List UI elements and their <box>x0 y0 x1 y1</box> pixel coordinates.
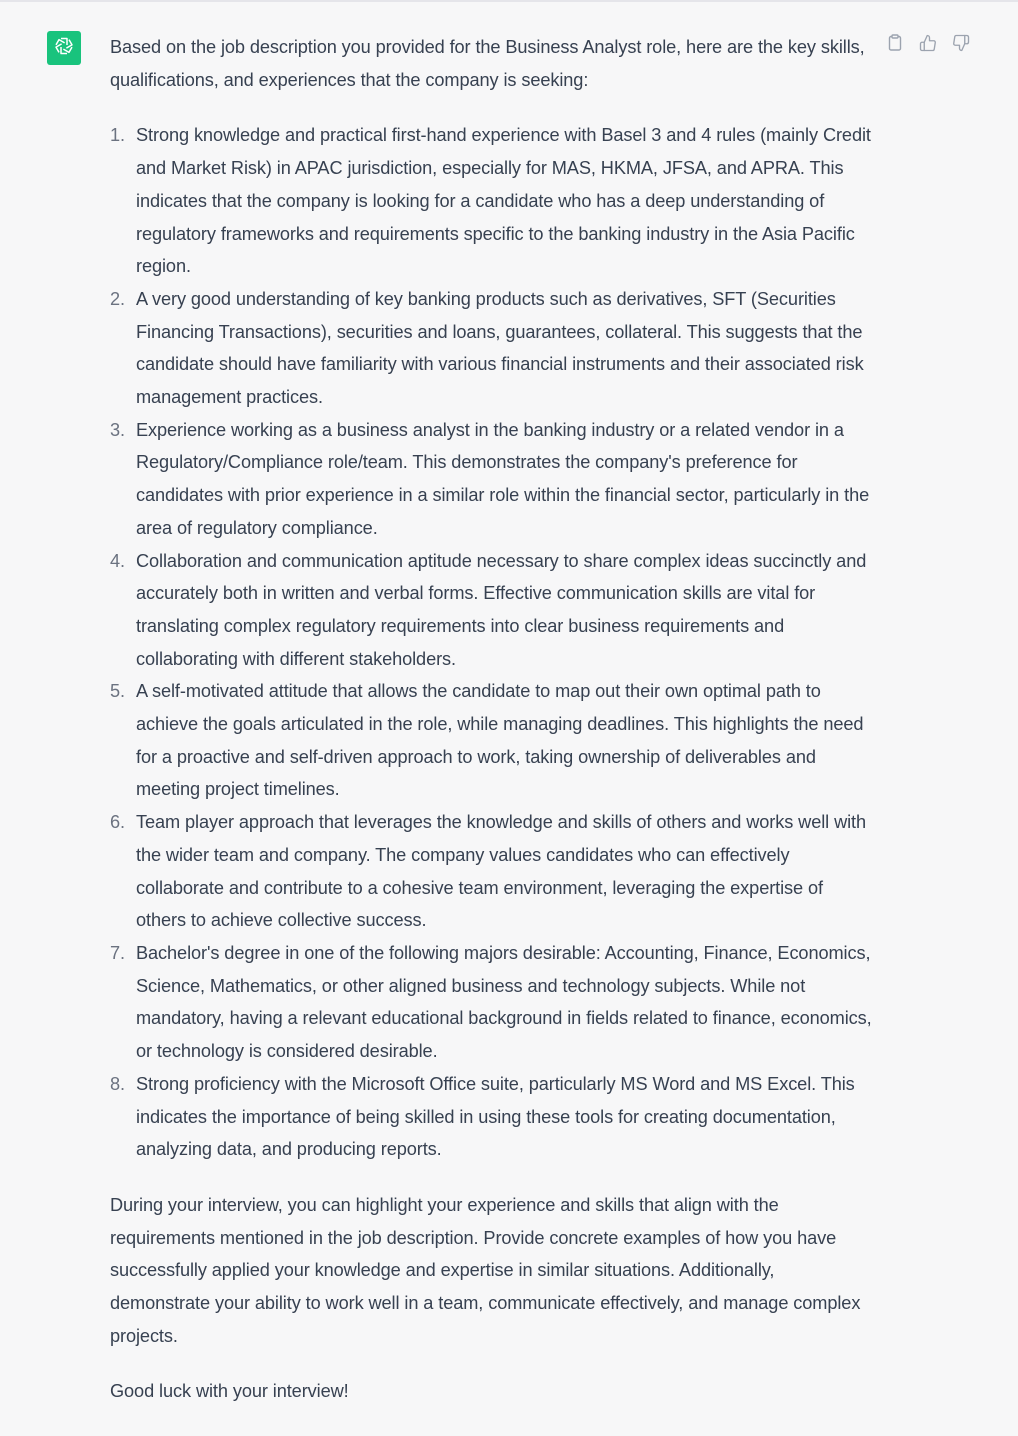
requirements-list <box>110 119 875 1166</box>
thumbs-down-icon <box>952 34 970 57</box>
list-number: 3. <box>110 419 125 440</box>
clipboard-icon <box>887 34 903 56</box>
list-item-text: A self-motivated attitude that allows the candidate to map out their own optimal path to achieve the goals articulated in the role, while managing deadlines. This highlights the need for a proactive and self-driven approach to work, taking ownership of deliverables and meeting project timelines. <box>136 681 864 800</box>
thumbs-up-icon <box>919 34 937 57</box>
list-number: 2. <box>110 288 125 309</box>
list-item <box>110 1068 875 1166</box>
dislike-button[interactable] <box>950 34 972 56</box>
list-item <box>110 937 875 1068</box>
list-item-text: Team player approach that leverages the knowledge and skills of others and works well with the wider team and company. The company values candidates who can effectively collaborate and contribute to a cohesive team environment, leveraging the expertise of others to achieve collective success. <box>136 812 867 931</box>
assistant-avatar <box>47 31 81 65</box>
openai-logo-icon <box>52 34 76 63</box>
list-item-text: Strong proficiency with the Microsoft Office suite, particularly MS Word and MS Excel. This indicates the importance of being skilled in using these tools for creating documentation, analyzing data, and producing reports. <box>136 1073 855 1160</box>
list-item-text: Strong knowledge and practical first-hand experience with Basel 3 and 4 rules (mainly Credit and Market Risk) in APAC jurisdiction, especially for MAS, HKMA, JFSA, and APRA. This indicates that the company is looking for a candidate who has a deep understanding of regulatory frameworks and requirements specific to the banking industry in the Asia Pacific region. <box>136 125 871 277</box>
list-item-text: A very good understanding of key banking products such as derivatives, SFT (Securities Financing Transactions), securities and loans, guarantees, collateral. This suggests that the candidate should have familiarity with various financial instruments and their associated risk management practices. <box>136 288 864 408</box>
list-item <box>110 414 875 545</box>
list-number: 1. <box>110 125 125 146</box>
divider <box>0 0 1018 2</box>
message-intro: Based on the job description you provided for the Business Analyst role, here are the key skills, qualifications, and experiences that the company is seeking: <box>110 37 865 90</box>
list-number: 5. <box>110 681 125 702</box>
message-actions <box>884 34 972 56</box>
message-outro: During your interview, you can highlight your experience and skills that align with the requirements mentioned in the job description. Provide concrete examples of how you have successfully applied your knowledge and expertise in similar situations. Additionally, demonstrate your ability to work well in a team, communicate effectively, and manage complex projects. <box>110 1194 861 1346</box>
list-item <box>110 119 875 283</box>
list-number: 4. <box>110 550 125 571</box>
assistant-message <box>110 31 875 1408</box>
list-item <box>110 283 875 414</box>
list-number: 8. <box>110 1073 125 1094</box>
list-item-text: Bachelor's degree in one of the following majors desirable: Accounting, Finance, Economics, Science, Mathematics, or other aligned business and technology subjects. While not mandatory, having a relevant educational background in fields related to finance, economics, or technology is considered desirable. <box>136 942 872 1062</box>
like-button[interactable] <box>917 34 939 56</box>
list-item <box>110 675 875 806</box>
list-number: 6. <box>110 812 125 833</box>
message-closing: Good luck with your interview! <box>110 1381 349 1402</box>
list-item <box>110 545 875 676</box>
list-item <box>110 806 875 937</box>
list-number: 7. <box>110 942 125 963</box>
list-item-text: Collaboration and communication aptitude necessary to share complex ideas succinctly and accurately both in written and verbal forms. Effective communication skills are vital for translating complex regulatory requirements into clear business requirements and collaborating with different stakeholders. <box>136 550 867 669</box>
list-item-text: Experience working as a business analyst in the banking industry or a related vendor in a Regulatory/Compliance role/team. This demonstrates the company's preference for candidates with prior experience in a similar role within the financial sector, particularly in the area of regulatory compliance. <box>136 419 870 538</box>
copy-button[interactable] <box>884 34 906 56</box>
